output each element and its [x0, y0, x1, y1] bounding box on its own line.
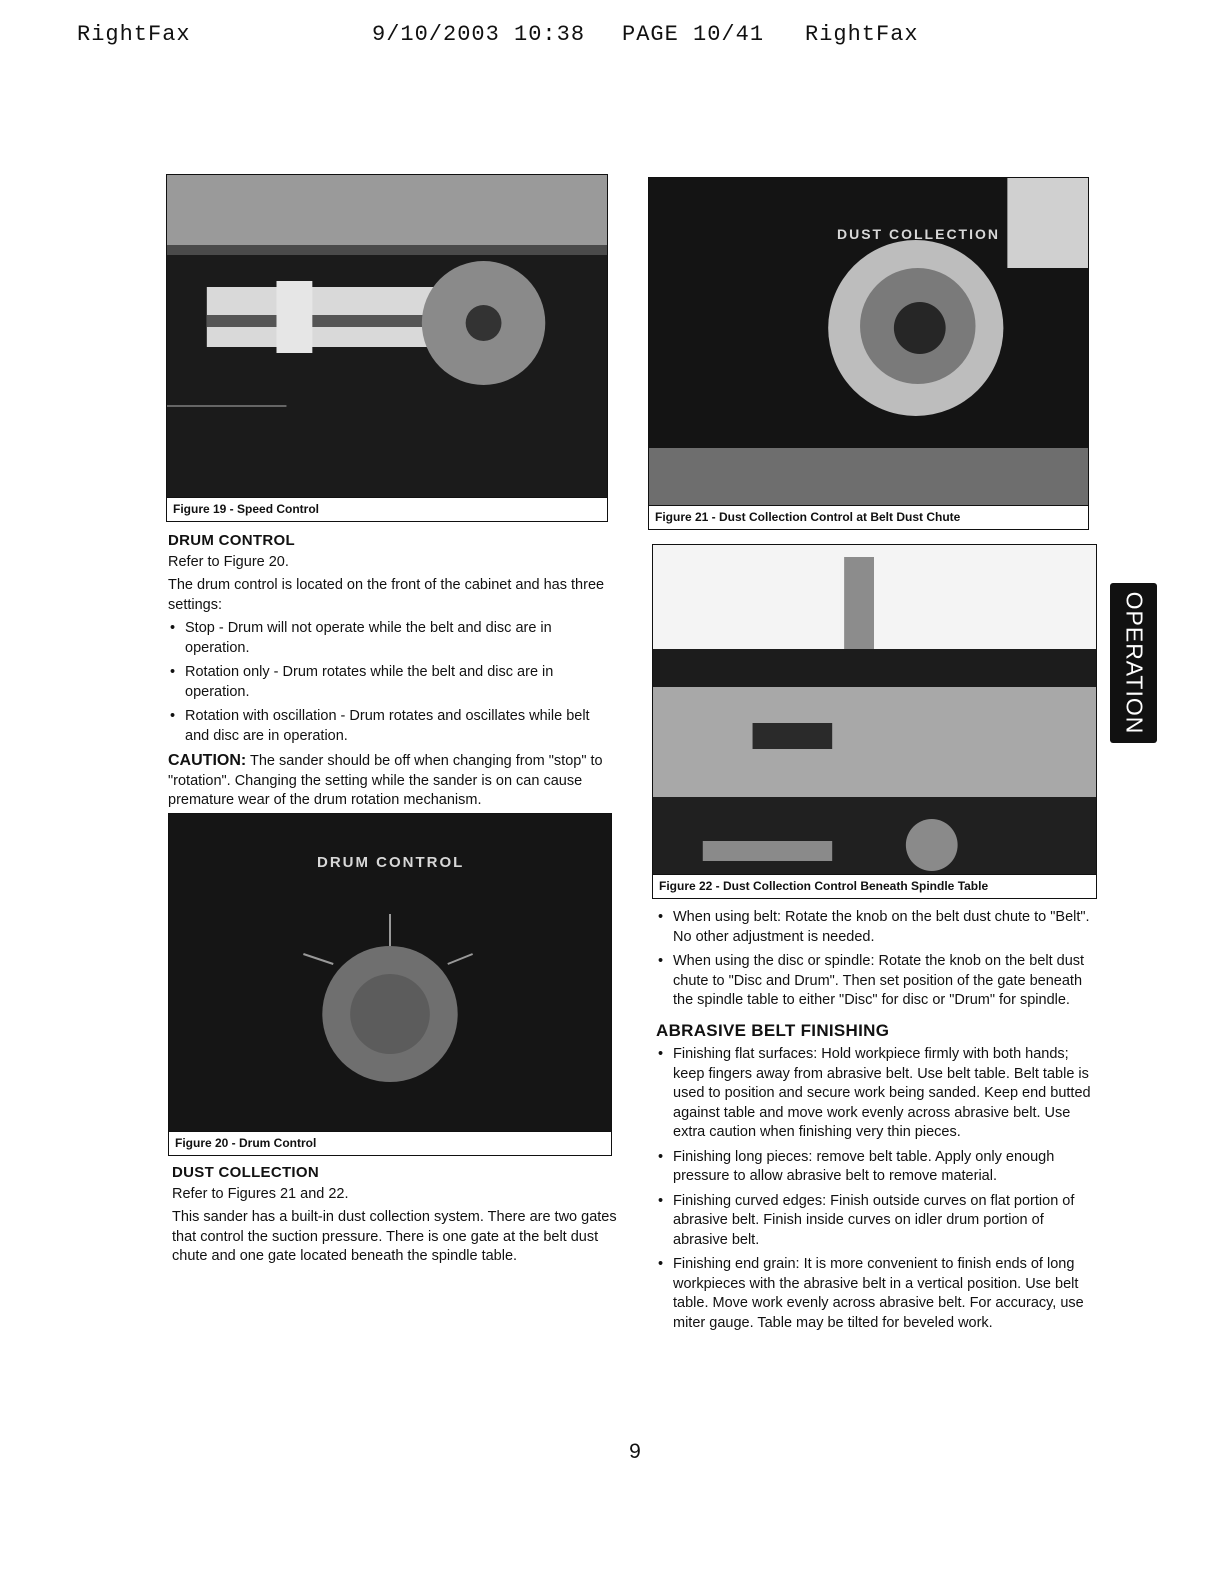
operation-side-tab: [1110, 583, 1157, 743]
drum-control-list: [168, 619, 613, 746]
fax-recipient: RightFax: [805, 22, 919, 47]
caution-note: [168, 751, 613, 811]
fax-header: [0, 22, 1227, 52]
caution-text: The sander should be off when changing from "stop" to "rotation". Changing the setting while the sander is on can cause premature wear of the drum rotation mechanism.: [168, 753, 603, 808]
list-item: • Finishing end grain: It is more convenient to finish ends of long workpieces with the abrasive belt in a vertical position. Use belt table. Move work evenly across abrasive belt. For accuracy, use miter gauge. Table may be tilted for beveled work.: [656, 1255, 1102, 1333]
dust-collection-heading: DUST COLLECTION: [172, 1164, 319, 1181]
list-item: • Stop - Drum will not operate while the belt and disc are in operation.: [168, 619, 613, 658]
list-item: • Rotation only - Drum rotates while the belt and disc are in operation.: [168, 663, 613, 702]
page-number: 9: [629, 1440, 641, 1463]
list-item: • Finishing long pieces: remove belt table. Apply only enough pressure to allow abrasive belt to remove material.: [656, 1148, 1102, 1187]
abrasive-belt-heading: ABRASIVE BELT FINISHING: [656, 1020, 890, 1040]
dust-collection-body: This sander has a built-in dust collection system. There are two gates that control the suction pressure. There is one gate at the belt dust chute and one gate located beneath the spindle table.: [172, 1209, 617, 1264]
drum-control-photo-label: DRUM CONTROL: [317, 854, 465, 871]
right-column-text: [656, 908, 1102, 1338]
figure-20-drum-control: [168, 813, 612, 1156]
fax-datetime: 9/10/2003 10:38: [372, 22, 586, 47]
spindle-table-photo: [653, 545, 1096, 874]
dust-collection-section: [172, 1163, 617, 1271]
list-item: • Finishing curved edges: Finish outside curves on flat portion of abrasive belt. Finish inside curves on idler drum portion of abrasive belt.: [656, 1192, 1102, 1251]
figure-20-caption: Figure 20 - Drum Control: [169, 1131, 611, 1155]
figure-21-caption: Figure 21 - Dust Collection Control at Belt Dust Chute: [649, 505, 1088, 529]
abrasive-belt-list: [656, 1045, 1102, 1333]
fax-sender: RightFax: [77, 22, 191, 47]
fax-page: PAGE 10/41: [622, 22, 765, 47]
figure-22-caption: Figure 22 - Dust Collection Control Beneath Spindle Table: [653, 874, 1096, 898]
dust-collection-photo: [649, 178, 1088, 505]
list-item: • Rotation with oscillation - Drum rotates and oscillates while belt and disc are in operation.: [168, 707, 613, 746]
dust-collection-photo-label: DUST COLLECTION: [837, 226, 1000, 242]
drum-control-ref: Refer to Figure 20.: [168, 553, 289, 570]
list-item: • Finishing flat surfaces: Hold workpiece firmly with both hands; keep fingers away from abrasive belt. Use belt table. Belt table is used to position and secure work being sanded. Keep end butted against table and move work evenly across abrasive belt. Use extra caution when finishing very thin pieces.: [656, 1045, 1102, 1143]
drum-control-intro: The drum control is located on the front of the cabinet and has three settings:: [168, 577, 605, 613]
drum-control-heading: DRUM CONTROL: [168, 532, 295, 549]
dust-collection-ref: Refer to Figures 21 and 22.: [172, 1185, 349, 1202]
caution-label: CAUTION:: [168, 752, 247, 769]
figure-22-dust-collection-spindle: [652, 544, 1097, 899]
speed-control-photo: [167, 175, 607, 497]
dust-usage-list: [656, 908, 1102, 1011]
figure-19-speed-control: [166, 174, 608, 522]
list-item: • When using belt: Rotate the knob on the belt dust chute to "Belt". No other adjustment is needed.: [656, 908, 1102, 947]
figure-21-dust-collection-belt: [648, 177, 1089, 530]
figure-19-caption: Figure 19 - Speed Control: [167, 497, 607, 521]
drum-control-section: [168, 531, 613, 815]
side-tab-label: OPERATION: [1121, 591, 1147, 735]
list-item: • When using the disc or spindle: Rotate the knob on the belt dust chute to "Disc and Drum". Then set position of the gate beneath the spindle table to either "Disc" for disc or "Drum" for spindle.: [656, 952, 1102, 1011]
drum-control-photo: [169, 814, 611, 1131]
